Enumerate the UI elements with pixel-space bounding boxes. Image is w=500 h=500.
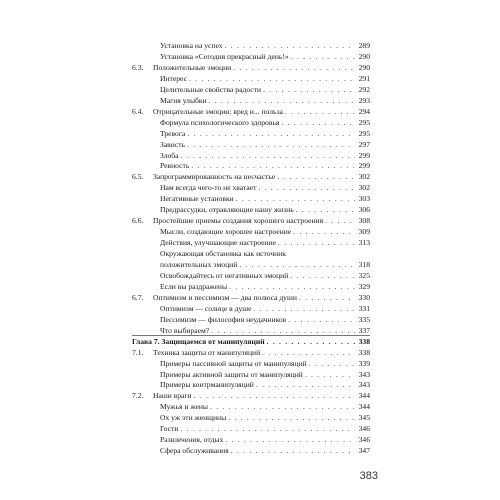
dot-leader [181,151,355,161]
page-number: 383 [359,470,378,482]
toc-page-number: 330 [358,292,370,302]
toc-page-number: 294 [358,106,370,116]
toc-entry [160,380,370,390]
dot-leader [228,413,355,423]
toc-title: Интерес [160,73,187,83]
toc-section-number: 7.1. [132,347,144,357]
dot-leader [277,172,355,182]
toc-entry [160,271,370,281]
toc-title: Запрограммированность на несчастье [153,172,276,182]
toc-page-number: 346 [358,424,370,434]
toc-title: Зависть [160,139,185,149]
toc-entry [160,85,370,95]
dot-leader [189,74,355,84]
toc-entry [160,238,370,248]
toc-page-number: 335 [358,314,370,324]
toc-page-number: 295 [358,117,370,127]
toc-page-number: 297 [358,139,370,149]
toc-entry [160,402,370,412]
toc-entry [160,129,370,139]
toc-entry [160,227,370,237]
dot-leader [305,370,355,380]
toc-page-number: 331 [358,303,370,313]
toc-title: Целительные свойства радости [160,84,262,94]
toc-title: Гости [160,424,179,434]
toc-entry [160,359,370,369]
dot-leader [290,271,355,281]
toc-title: Действия, улучшающие настроение [160,238,277,248]
dot-leader [263,85,355,95]
toc-page-number: 318 [358,260,370,269]
toc-title: Формула психологического здоровья [160,117,280,127]
dot-leader [194,391,355,401]
dot-leader [225,41,355,51]
dot-leader [256,380,355,390]
toc-section-number: 6.7. [132,292,144,302]
toc-section-number: 7.2. [132,391,144,401]
toc-section [132,106,370,117]
toc-title: Установка «Сегодня прекрасный день!» [160,51,289,61]
toc-page-number: 344 [358,391,370,401]
toc-title: положительных эмоций [160,260,238,269]
dot-leader [239,260,355,270]
dot-leader [262,348,355,358]
toc-title: Простейшие приемы создания хорошего настроения [153,216,324,226]
toc-page-number: 302 [358,172,370,182]
dot-leader [293,227,355,237]
dot-leader [191,161,355,171]
dot-leader [278,238,355,248]
toc-title: Техника защиты от манипуляций [153,347,261,357]
dot-leader [309,359,355,369]
toc-chapter [132,337,370,347]
toc-entry [160,161,370,171]
toc-section-number: 6.3. [132,62,144,72]
toc-entry [160,249,370,259]
dot-leader [236,194,355,204]
toc-entry [160,260,370,270]
toc-page-number: 338 [358,336,370,346]
toc-title: Глава 7. Защищаемся от манипуляций [132,336,265,346]
toc-entry [160,282,370,292]
toc-entry [160,446,370,456]
toc-page-number: 289 [358,41,370,50]
toc-page-number: 346 [358,435,370,445]
dot-leader [187,140,355,150]
toc-page-number: 309 [358,227,370,237]
toc-entry [160,151,370,161]
toc-section-number: 6.5. [132,172,144,182]
toc-title: Предрассудки, отравляющие нашу жизнь [160,205,294,215]
toc-entry [160,413,370,423]
toc-title: Негативные установки [160,194,234,204]
toc-title: Примеры контрманипуляций [160,380,254,390]
toc-entry [160,194,370,204]
toc-title: Освобождайтесь от негативных эмоций [160,270,289,280]
toc-page-number: 347 [358,446,370,456]
toc-page-number: 302 [358,183,370,193]
toc-page-number: 329 [358,281,370,291]
dot-leader [229,282,355,292]
toc-title: Пессимизм — философия неудачников [160,314,287,324]
toc-page-number: 290 [358,62,370,72]
toc-page-number: 339 [358,358,370,368]
toc-section [132,391,370,401]
toc-page-number: 343 [358,369,370,379]
toc-page-number: 306 [358,205,370,215]
toc-title: Наши враги [153,391,192,401]
toc-title: Отрицательные эмоции: вред и... польза [153,106,283,116]
toc-title: Мысли, создающие хорошее настроение [160,227,292,237]
toc-title: Оптимизм — солнце в душе [160,303,252,313]
dot-leader [285,107,355,117]
dot-leader [291,52,355,62]
toc-section-number: 6.6. [132,216,144,226]
toc-page-number: 313 [358,238,370,248]
dot-leader [233,63,355,73]
toc-title: Окружающая обстановка как источник [160,249,286,259]
toc-entry [160,183,370,193]
toc-title: Примеры активной защиты от манипуляций [160,369,303,379]
toc-page-number: 337 [358,325,370,335]
toc-title: Что выбираем? [160,325,210,335]
toc-page-number: 299 [358,150,370,160]
dot-leader [231,446,355,456]
toc-entry [160,140,370,150]
dot-leader [267,337,355,347]
toc-entry [160,315,370,325]
toc-entry [160,304,370,314]
toc-page-number: 293 [358,95,370,105]
toc-entry [160,424,370,434]
toc-page-number: 345 [358,413,370,423]
toc-entry [160,205,370,215]
dot-leader [187,129,355,139]
toc-title: Сфера обслуживания [160,446,229,456]
toc-entry [160,435,370,445]
toc-section-number: 6.4. [132,106,144,116]
toc-title: Тревога [160,128,186,138]
toc-page-number: 299 [358,161,370,171]
toc-section [132,347,370,358]
toc-title: Мужья и жены [160,402,209,412]
toc-page-number: 292 [358,84,370,94]
dot-leader [180,424,355,434]
toc-page-number: 290 [358,51,370,61]
toc-page-number: 325 [358,270,370,280]
toc-entry [160,118,370,128]
toc-title: Ох уж эти женщины [160,413,227,423]
toc-page-number: 308 [358,216,370,226]
dot-leader [209,96,355,106]
toc-title: Ревность [160,161,190,171]
toc-page-number: 295 [358,128,370,138]
toc-title: Оптимизм и пессимизм — два полюса души [153,292,297,302]
toc-page-number: 291 [358,73,370,83]
toc-title: Развлечения, отдых [160,435,224,445]
toc-page-number: 338 [358,347,370,357]
toc-page-number: 344 [358,402,370,412]
dot-leader [210,402,355,412]
toc-title: Нам всегда чего-то не хватает [160,183,257,193]
toc-title: Положительные эмоции [153,62,232,72]
toc-page-number: 343 [358,380,370,390]
toc-section [132,172,370,182]
toc-title: Магия улыбки [160,95,207,105]
toc-section [132,292,370,303]
dot-leader [225,435,355,445]
toc-entry [160,41,370,51]
toc-entry [160,74,370,84]
toc-title: Злоба [160,150,179,160]
dot-leader [254,304,355,314]
toc-title: Примеры пассивной защиты от манипуляций [160,358,307,368]
toc-title: Если вы раздражены [160,281,228,291]
toc-entry [160,370,370,380]
toc-section [132,216,370,226]
toc-entry [160,52,370,62]
dot-leader [281,118,355,128]
dot-leader [258,183,355,193]
toc-page-number: 303 [358,194,370,204]
toc-entry [160,96,370,106]
dot-leader [288,315,355,325]
dot-leader [296,205,355,215]
toc-title: Установка на успех [160,41,223,50]
dot-leader [325,216,355,226]
toc-section [132,62,370,73]
dot-leader [299,293,355,303]
chapter-divider [132,335,370,336]
